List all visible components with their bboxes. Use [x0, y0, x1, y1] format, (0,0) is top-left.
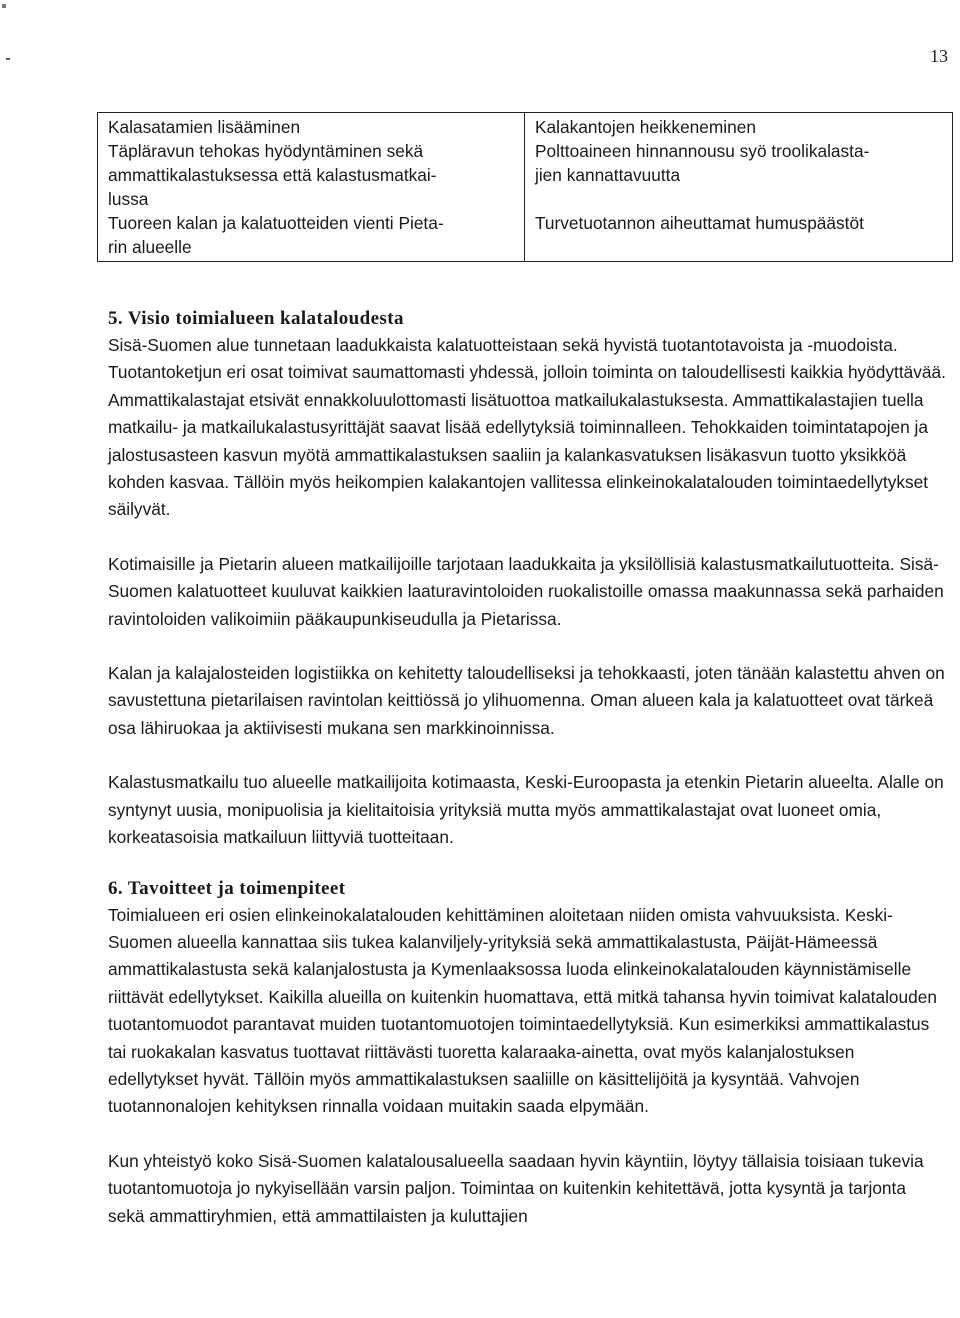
paragraph: Kun yhteistyö koko Sisä-Suomen kalatalousalueella saadaan hyvin käyntiin, löytyy tällaisia toisiaan tukevia tuotantomuotoja jo nykyisellään varsin paljon. Toimintaa on kuitenkin kehitettävä, jotta kysyntä ja tarjonta sekä ammattiryhmien, että ammattilaisten ja kuluttajien — [108, 1150, 924, 1226]
table-cell-line: Kalakantojen heikkeneminen — [535, 117, 756, 137]
document-body — [108, 306, 946, 1230]
table-cell-line: Kalasatamien lisääminen — [108, 117, 301, 137]
cell-spacer — [535, 187, 942, 211]
section-6-heading: 6. Tavoitteet ja toimenpiteet — [108, 877, 346, 899]
section-5-heading: 5. Visio toimialueen kalataloudesta — [108, 308, 404, 329]
opportunities-cell — [98, 113, 525, 262]
table-cell-line: Täpläravun tehokas hyödyntäminen sekä — [108, 141, 424, 161]
paragraph: Kalan ja kalajalosteiden logistiikka on kehitetty taloudelliseksi ja tehokkaasti, joten tänään kalastettu ahven on savustettuna pietarilaisen ravintolan keittiössä jo ylihuomenna. Oman alueen kala ja kalatuotteet ovat tärkeä osa lähiruokaa ja aktiivisesti mukana sen markkinoinnissa. — [108, 663, 945, 738]
paragraph: Sisä-Suomen alue tunnetaan laadukkaista kalatuotteistaan sekä hyvistä tuotantotavoista ja -muodoista. Tuotantoketjun eri osat toimivat saumattomasti yhdessä, jolloin toiminta on taloudellisesti kaikkia hyödyttävää. Ammattikalastajat etsivät ennakkoluulottomasti lisätuottoa matkailukalastuksesta. Ammattikalastajien tuella matkailu- ja matkailukalastusyrittäjät saavat lisää edellytyksiä toiminnalleen. Tehokkaiden toimintatapojen ja jalostusasteen kasvun myötä ammattikalastuksen saaliin ja kalankasvatuksen lisäkasvun tuotto yksikköä kohden kasvaa. Tällöin myös heikompien kalakantojen vallitessa elinkeinokalatalouden toimintaedellytykset säilyvät. — [108, 335, 946, 520]
table-cell-line: ammattikalastuksessa että kalastusmatkai- — [108, 165, 437, 185]
table-cell-line: Turvetuotannon aiheuttamat humuspäästöt — [535, 213, 864, 233]
table-cell-line: rin alueelle — [108, 237, 192, 257]
swot-table — [97, 112, 953, 262]
scan-artifact — [2, 4, 6, 8]
scan-artifact — [6, 58, 10, 60]
table-cell-line: lussa — [108, 189, 149, 209]
threats-cell — [525, 113, 953, 262]
table-cell-line: Tuoreen kalan ja kalatuotteiden vienti Pieta- — [108, 213, 444, 233]
paragraph: Toimialueen eri osien elinkeinokalatalouden kehittäminen aloitetaan niiden omista vahvuuksista. Keski-Suomen alueella kannattaa siis tukea kalanviljely-yrityksiä sekä ammattikalastusta, Päijät-Hämeessä ammattikalastusta sekä kalanjalostusta ja Kymenlaaksossa luoda elinkeinokalatalouden käynnistämiselle riittävät edellytykset. Kaikilla alueilla on kuitenkin huomattava, että mitkä tahansa hyvin toimivat kalatalouden tuotantomuodot parantavat muiden tuotantomuotojen toimintaedellytyksiä. Kun esimerkiksi ammattikalastus tai ruokakalan kasvatus tuottavat riittävästi tuoretta kalaraaka-ainetta, ovat myös kalanjalostuksen edellytykset hyvät. Tällöin myös ammattikalastuksen saaliille on käsittelijöitä ja kysyntää. Vahvojen tuotannonalojen kehityksen rinnalla voidaan muitakin saada elpymään. — [108, 904, 937, 1117]
table-cell-line: jien kannattavuutta — [535, 165, 681, 185]
table-row — [98, 113, 953, 262]
paragraph: Kalastusmatkailu tuo alueelle matkailijoita kotimaasta, Keski-Euroopasta ja etenkin Pietarin alueelta. Alalle on syntynyt uusia, monipuolisia ja kielitaitoisia yrityksiä mutta myös ammattikalastajat ovat luoneet omia, korkeatasoisia matkailuun liittyviä tuotteitaan. — [108, 772, 944, 848]
table-cell-line: Polttoaineen hinnannousu syö troolikalasta- — [535, 141, 870, 161]
page-number: 13 — [930, 46, 948, 66]
paragraph: Kotimaisille ja Pietarin alueen matkailijoille tarjotaan laadukkaita ja yksilöllisiä kalastusmatkailutuotteita. Sisä-Suomen kalatuotteet kuuluvat kaikkien laaturavintoloiden ruokalistoille omassa maakunnassa sekä parhaiden ravintoloiden valikoimiin pääkaupunkiseudulla ja Pietarissa. — [108, 553, 944, 629]
